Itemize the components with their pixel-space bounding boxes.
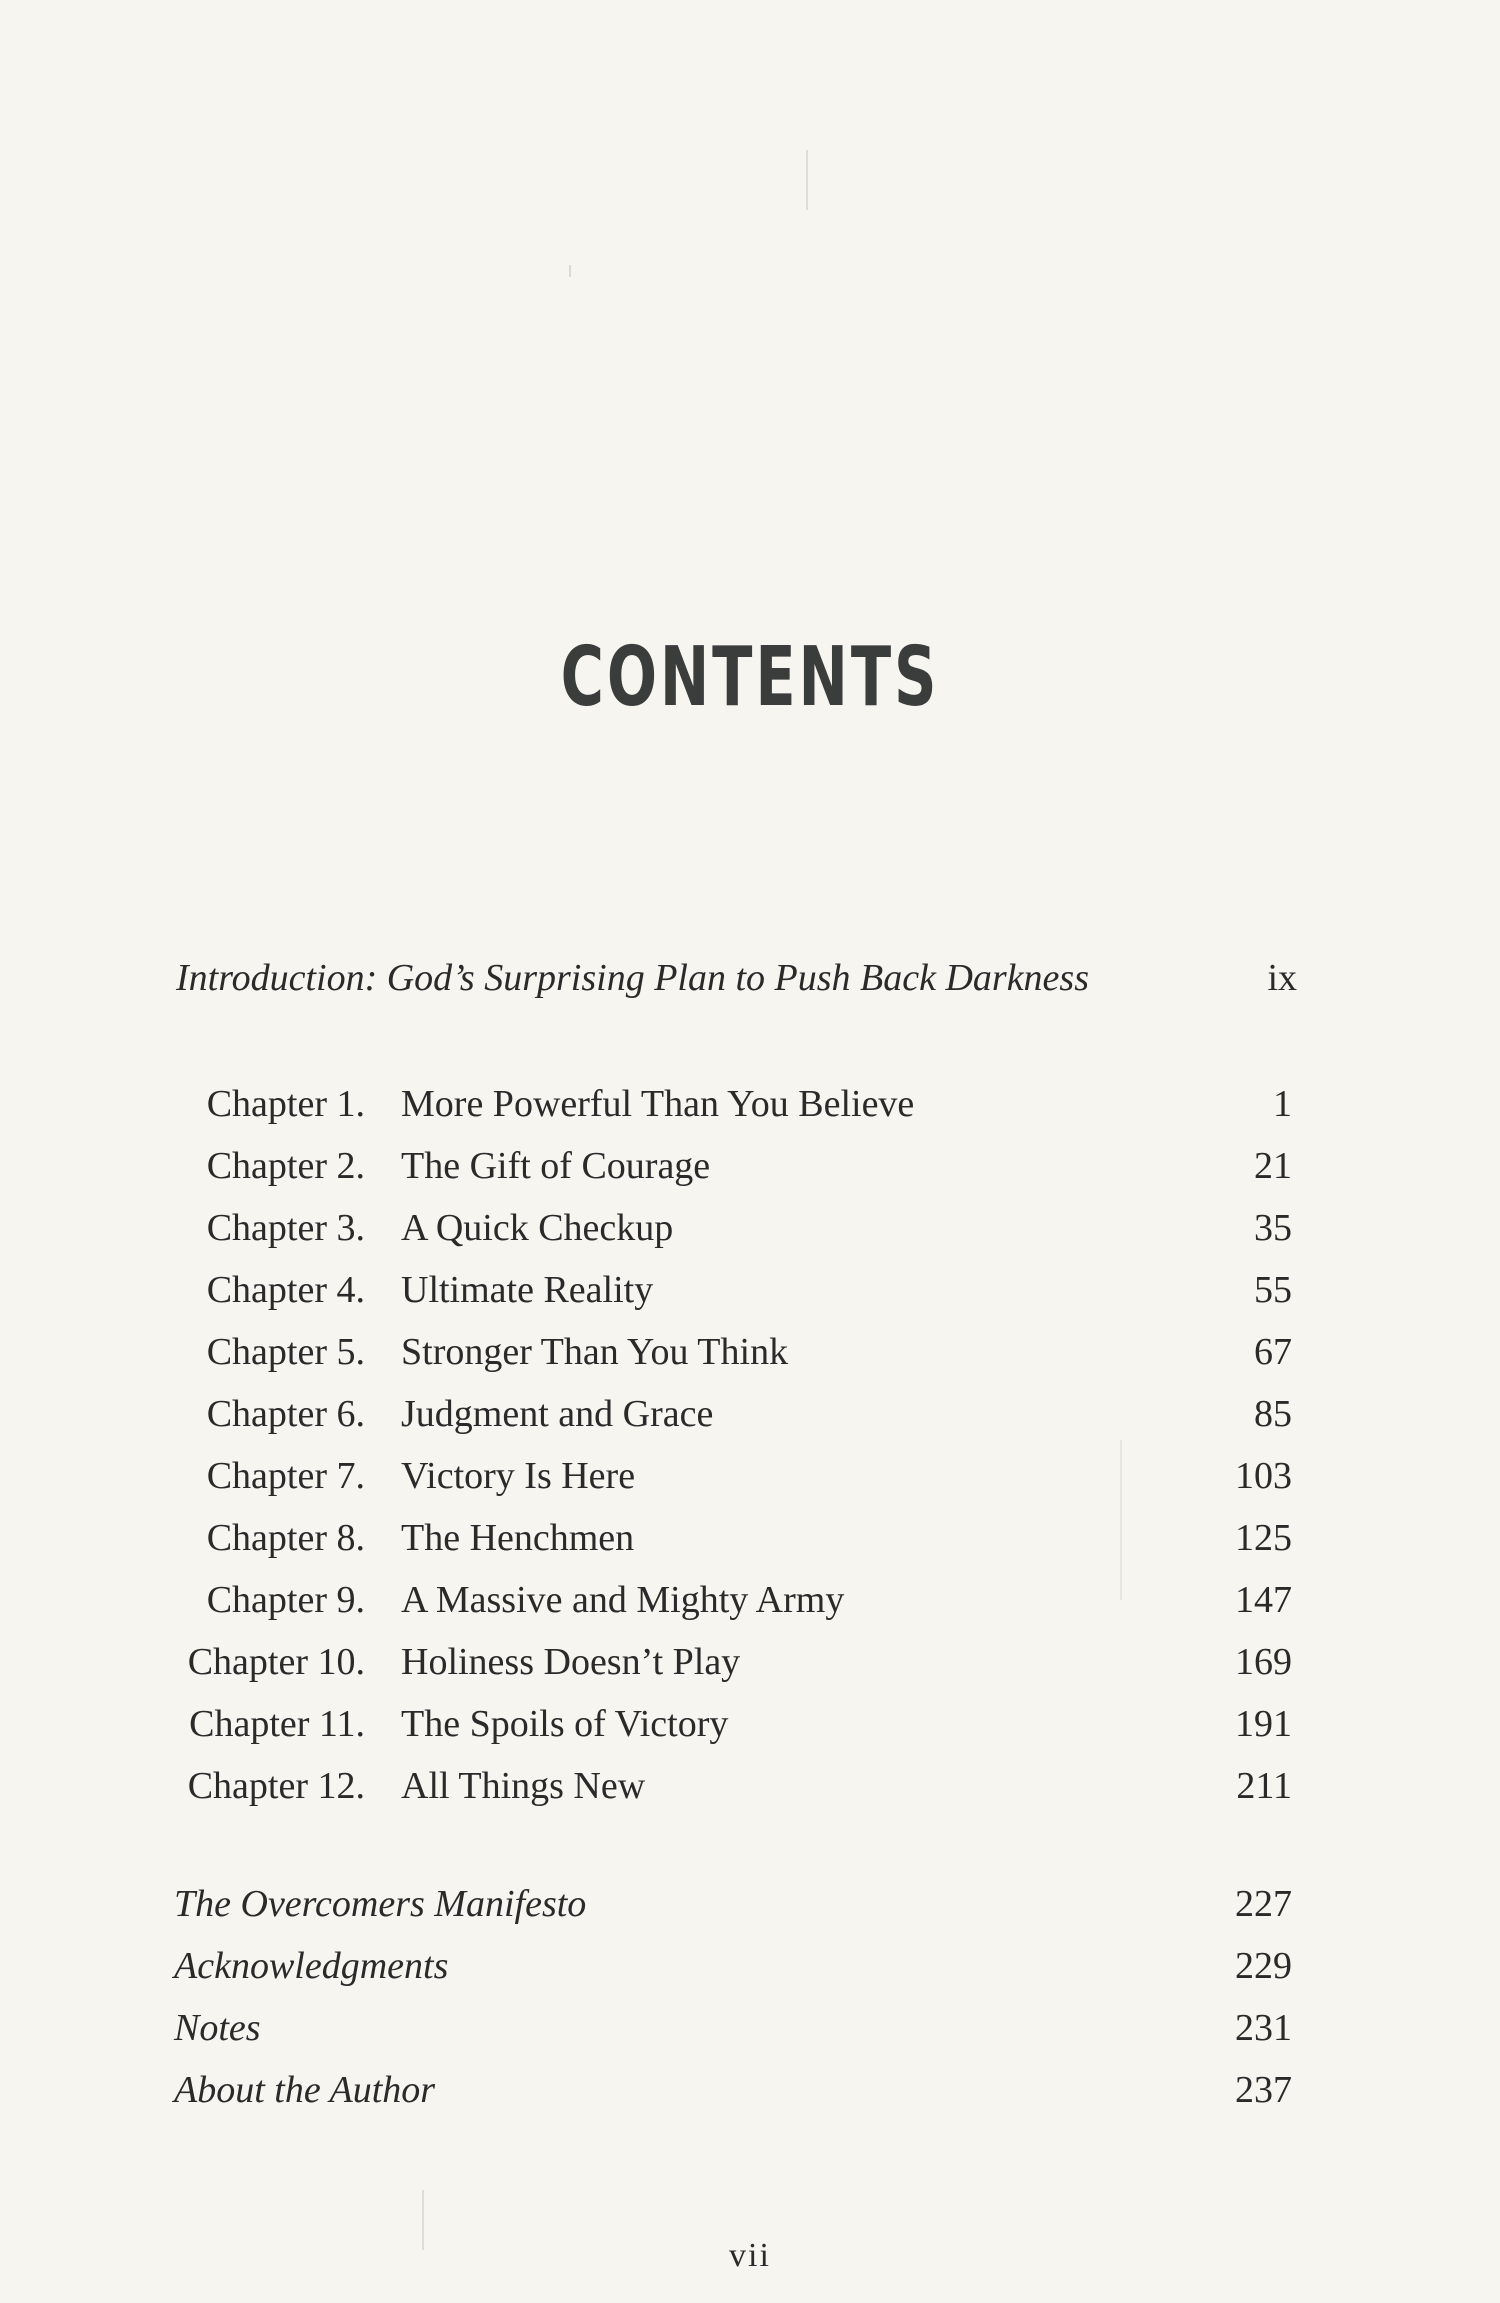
chapter-row[interactable]: [0, 1266, 1500, 1328]
page-speck: [569, 265, 571, 277]
back-matter-page-number: 231: [1235, 2007, 1292, 2049]
chapter-title: Ultimate Reality: [401, 1269, 654, 1311]
back-matter-title: About the Author: [174, 2069, 436, 2111]
back-matter-row[interactable]: [0, 1942, 1500, 2004]
chapter-row[interactable]: [0, 1452, 1500, 1514]
back-matter-page-number: 227: [1235, 1883, 1292, 1925]
chapter-row[interactable]: [0, 1514, 1500, 1576]
chapter-label: Chapter 11.: [189, 1703, 365, 1745]
chapter-title: Judgment and Grace: [401, 1393, 714, 1435]
chapter-row[interactable]: [0, 1328, 1500, 1390]
page-folio: vii: [729, 2237, 771, 2274]
chapter-label: Chapter 6.: [206, 1393, 365, 1435]
page-speck: [806, 150, 808, 210]
chapter-label: Chapter 2.: [206, 1145, 365, 1187]
chapter-row[interactable]: [0, 1080, 1500, 1142]
introduction-page-number: ix: [1267, 957, 1297, 999]
chapter-row[interactable]: [0, 1390, 1500, 1452]
chapter-row[interactable]: [0, 1700, 1500, 1762]
chapter-label: Chapter 8.: [206, 1517, 365, 1559]
chapter-title: More Powerful Than You Believe: [401, 1083, 915, 1125]
back-matter-page-number: 237: [1235, 2069, 1292, 2111]
chapter-page-number: 85: [1254, 1393, 1292, 1435]
back-matter-title: Acknowledgments: [174, 1945, 449, 1987]
chapter-page-number: 211: [1236, 1765, 1292, 1807]
back-matter-row[interactable]: [0, 1880, 1500, 1942]
chapter-page-number: 21: [1254, 1145, 1292, 1187]
chapter-title: All Things New: [401, 1765, 646, 1807]
chapter-page-number: 55: [1254, 1269, 1292, 1311]
chapter-title: The Gift of Courage: [401, 1145, 711, 1187]
chapter-page-number: 35: [1254, 1207, 1292, 1249]
chapter-label: Chapter 9.: [206, 1579, 365, 1621]
chapter-label: Chapter 7.: [206, 1455, 365, 1497]
back-matter-title: Notes: [174, 2007, 261, 2049]
back-matter-title: The Overcomers Manifesto: [174, 1883, 587, 1925]
page-title: CONTENTS: [560, 630, 940, 725]
chapter-title: Holiness Doesn’t Play: [401, 1641, 741, 1683]
chapter-title: A Massive and Mighty Army: [401, 1579, 845, 1621]
chapter-row[interactable]: [0, 1204, 1500, 1266]
chapter-row[interactable]: [0, 1762, 1500, 1824]
back-matter-row[interactable]: [0, 2066, 1500, 2128]
back-matter-page-number: 229: [1235, 1945, 1292, 1987]
chapter-title: A Quick Checkup: [401, 1207, 674, 1249]
chapter-label: Chapter 1.: [206, 1083, 365, 1125]
chapter-list: [0, 1080, 1500, 1824]
chapter-page-number: 125: [1235, 1517, 1292, 1559]
toc-introduction[interactable]: [176, 956, 1297, 1000]
chapter-page-number: 103: [1235, 1455, 1292, 1497]
chapter-page-number: 147: [1235, 1579, 1292, 1621]
chapter-title: The Spoils of Victory: [401, 1703, 729, 1745]
introduction-title: Introduction: God’s Surprising Plan to Push Back Darkness: [176, 957, 1090, 999]
chapter-label: Chapter 3.: [206, 1207, 365, 1249]
chapter-row[interactable]: [0, 1576, 1500, 1638]
chapter-title: The Henchmen: [401, 1517, 635, 1559]
back-matter-row[interactable]: [0, 2004, 1500, 2066]
chapter-title: Stronger Than You Think: [401, 1331, 789, 1373]
chapter-label: Chapter 12.: [187, 1765, 365, 1807]
chapter-row[interactable]: [0, 1142, 1500, 1204]
chapter-label: Chapter 4.: [206, 1269, 365, 1311]
chapter-label: Chapter 5.: [206, 1331, 365, 1373]
back-matter-list: [0, 1880, 1500, 2128]
chapter-row[interactable]: [0, 1638, 1500, 1700]
chapter-page-number: 1: [1273, 1083, 1292, 1125]
chapter-title: Victory Is Here: [401, 1455, 636, 1497]
chapter-page-number: 67: [1254, 1331, 1292, 1373]
chapter-page-number: 169: [1235, 1641, 1292, 1683]
chapter-label: Chapter 10.: [187, 1641, 365, 1683]
chapter-page-number: 191: [1235, 1703, 1292, 1745]
